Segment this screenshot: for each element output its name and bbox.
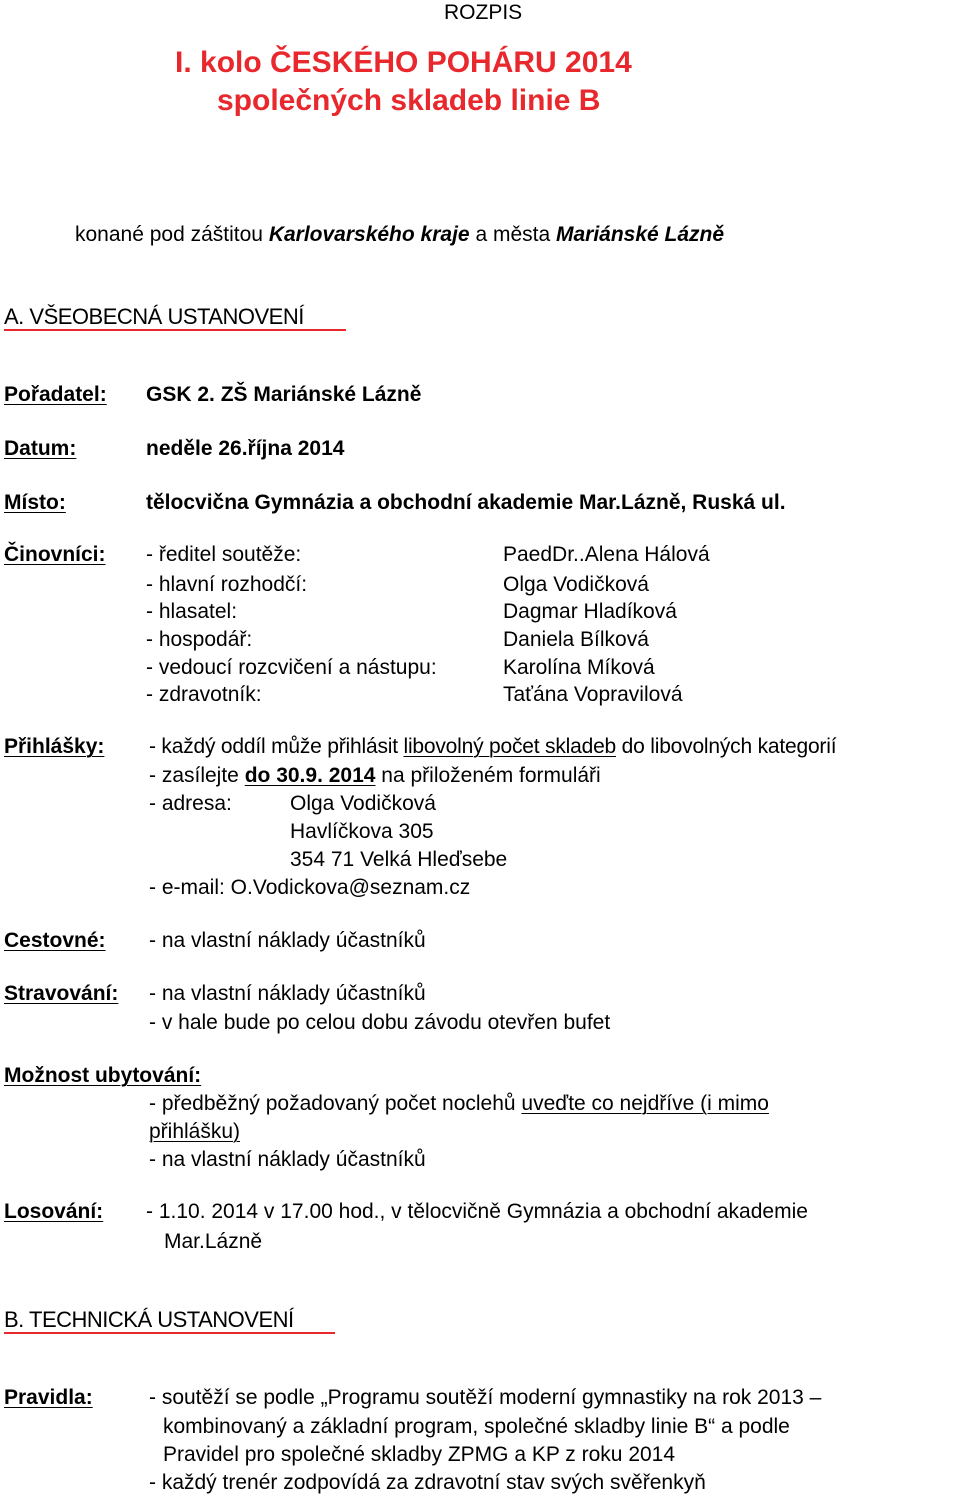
pravidla-line-1: - soutěží se podle „Programu soutěží moderní gymnastiky na rok 2013 – [149, 1386, 822, 1409]
misto-value: tělocvična Gymnázia a obchodní akademie Mar.Lázně, Ruská ul. [146, 491, 786, 514]
patronage-prefix: konané pod záštitou [75, 223, 269, 246]
official-role: - vedoucí rozcvičení a nástupu: [146, 656, 437, 679]
prihlasky-label: Přihlášky: [4, 735, 105, 758]
cestovne-label: Cestovné: [4, 929, 106, 952]
official-role: - hlasatel: [146, 600, 238, 623]
poradatel-label: Pořadatel: [4, 383, 107, 406]
prihlasky-line-1-start: - každý oddíl může přihlásit [149, 735, 404, 758]
pravidla-label: Pravidla: [4, 1386, 93, 1409]
official-name: PaedDr..Alena Hálová [503, 543, 710, 566]
official-name: Daniela Bílková [503, 628, 649, 651]
official-role: - hospodář: [146, 628, 253, 651]
stravovani-line-2: - v hale bude po celou dobu závodu otevřen bufet [149, 1011, 611, 1034]
section-b-underline [4, 1332, 335, 1334]
pravidla-line-3: Pravidel pro společné skladby ZPMG a KP z roku 2014 [163, 1443, 676, 1466]
document-type: ROZPIS [444, 1, 523, 24]
prihlasky-line-2-end: na přiloženém formuláři [375, 764, 601, 787]
prihlasky-line-2-start: - zasílejte [149, 764, 245, 787]
prihlasky-line-1-underlined: libovolný počet skladeb [403, 735, 617, 758]
pravidla-line-2: kombinovaný a základní program, společné skladby linie B“ a podle [163, 1415, 790, 1438]
official-name: Karolína Míková [503, 656, 655, 679]
email-line: - e-mail: O.Vodickova@seznam.cz [149, 876, 471, 899]
title-line-2: společných skladeb linie B [217, 84, 601, 117]
cinovnici-label: Činovníci: [4, 543, 106, 566]
patronage-region: Karlovarského kraje [268, 223, 470, 246]
prihlasky-line-1-end: do libovolných kategorií [616, 735, 837, 758]
prihlasky-deadline: do 30.9. 2014 [244, 764, 376, 787]
official-name: Dagmar Hladíková [503, 600, 677, 623]
address-city: 354 71 Velká Hleďsebe [290, 848, 508, 871]
official-role: - ředitel soutěže: [146, 543, 302, 566]
prihlasky-line-1 [149, 734, 836, 760]
official-name: Taťána Vopravilová [503, 683, 683, 706]
ubytovani-line-1 [149, 1091, 769, 1117]
address-label: - adresa: [149, 792, 232, 815]
ubytovani-line-3: - na vlastní náklady účastníků [149, 1148, 426, 1171]
losovani-line-2: Mar.Lázně [164, 1230, 263, 1253]
address-street: Havlíčkova 305 [290, 820, 434, 843]
address-name: Olga Vodičková [290, 792, 436, 815]
title-line-1: I. kolo ČESKÉHO POHÁRU 2014 [175, 46, 632, 79]
official-name: Olga Vodičková [503, 573, 649, 596]
losovani-label: Losování: [4, 1200, 104, 1223]
ubytovani-line-1-underlined: uveďte co nejdříve (i mimo [521, 1092, 769, 1115]
patronage-line [75, 222, 724, 248]
official-role: - zdravotník: [146, 683, 262, 706]
patronage-middle: a města [469, 223, 556, 246]
ubytovani-line-1-start: - předběžný požadovaný počet noclehů [149, 1092, 522, 1115]
poradatel-value: GSK 2. ZŠ Mariánské Lázně [146, 383, 422, 406]
cestovne-value: - na vlastní náklady účastníků [149, 929, 426, 952]
stravovani-line-1: - na vlastní náklady účastníků [149, 982, 426, 1005]
losovani-line-1: - 1.10. 2014 v 17.00 hod., v tělocvičně Gymnázia a obchodní akademie [146, 1200, 808, 1223]
pravidla-line-4: - každý trenér zodpovídá za zdravotní stav svých svěřenkyň [149, 1471, 706, 1494]
patronage-town: Mariánské Lázně [555, 223, 725, 246]
section-a-title: A. VŠEOBECNÁ USTANOVENÍ [4, 304, 304, 329]
stravovani-label: Stravování: [4, 982, 119, 1005]
section-b-title: B. TECHNICKÁ USTANOVENÍ [4, 1307, 294, 1332]
ubytovani-label: Možnost ubytování: [4, 1064, 202, 1087]
datum-label: Datum: [4, 437, 77, 460]
ubytovani-line-2: přihlášku) [149, 1120, 241, 1143]
prihlasky-line-2 [149, 763, 601, 789]
misto-label: Místo: [4, 491, 66, 514]
section-a-underline [4, 329, 346, 331]
datum-value: neděle 26.října 2014 [146, 437, 345, 460]
official-role: - hlavní rozhodčí: [146, 573, 308, 596]
